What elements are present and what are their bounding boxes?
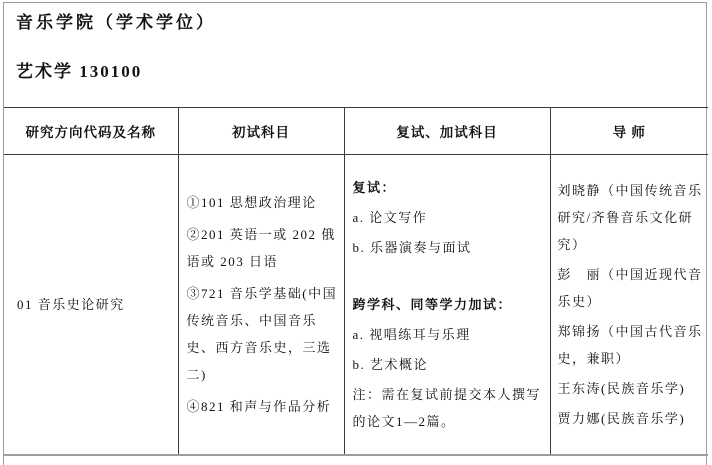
header-retest-subjects: 复试、加试科目 (344, 108, 550, 155)
retest-item: a. 论文写作 (352, 209, 428, 225)
program-title: 艺术学 130100 (16, 62, 143, 81)
table-row (4, 155, 708, 455)
supervisor-item: 彭 丽（中国近现代音乐史） (557, 266, 703, 309)
crossover-item: b. 艺术概论 (352, 356, 429, 372)
subject-item: ③721 音乐学基础(中国传统音乐、中国音乐史、西方音乐史，三选二) (186, 285, 338, 382)
page-title: 音乐学院（学术学位） (16, 13, 216, 32)
header-supervisor: 导 师 (550, 108, 708, 155)
supervisor-item: 刘晓静（中国传统音乐研究/齐鲁音乐文化研究） (557, 182, 703, 252)
title-block (4, 3, 706, 107)
table-header-row (4, 108, 708, 155)
supervisors-cell (550, 155, 708, 455)
retest-label: 复试： (352, 179, 397, 195)
document-page (3, 2, 707, 465)
header-initial-subjects: 初试科目 (178, 108, 344, 155)
retest-note: 注：需在复试前提交本人撰写的论文1—2篇。 (352, 386, 542, 429)
admissions-table (4, 107, 708, 456)
retest-cell (344, 155, 550, 455)
initial-subjects-cell (178, 155, 344, 455)
supervisor-item: 贾力娜(民族音乐学) (557, 410, 686, 426)
crossover-item: a. 视唱练耳与乐理 (352, 326, 471, 342)
direction-label: 01 音乐史论研究 (17, 296, 125, 312)
subject-item: ②201 英语一或 202 俄语或 203 日语 (186, 226, 336, 269)
subject-item: ④821 和声与作品分析 (186, 398, 332, 414)
retest-item: b. 乐器演奏与面试 (352, 239, 472, 255)
subject-item: ①101 思想政治理论 (186, 194, 317, 210)
header-direction: 研究方向代码及名称 (4, 108, 178, 155)
direction-cell (4, 155, 178, 455)
supervisor-item: 郑锦扬（中国古代音乐史，兼职） (557, 323, 703, 366)
crossover-label: 跨学科、同等学力加试： (352, 296, 513, 312)
supervisor-item: 王东涛(民族音乐学) (557, 380, 686, 396)
